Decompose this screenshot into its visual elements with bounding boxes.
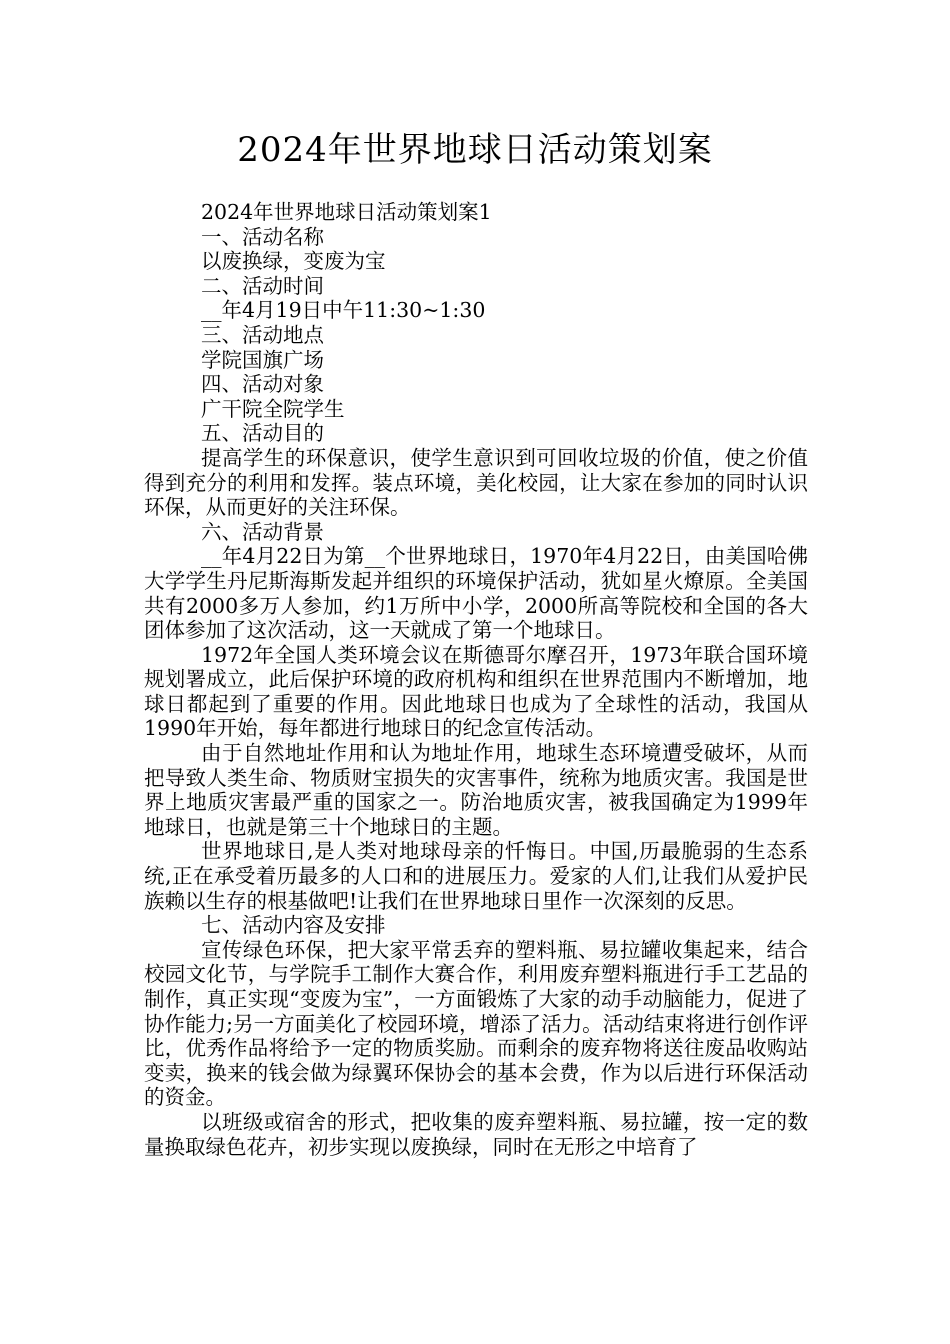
section-body-purpose: 提高学生的环保意识，使学生意识到可回收垃圾的价值，使之价值得到充分的利用和发挥。装点环境，美化校园，让大家在参加的同时认识环保，从而更好的关注环保。 <box>144 445 808 520</box>
background-paragraph-2: 1972年全国人类环境会议在斯德哥尔摩召开，1973年联合国环境规划署成立，此后保护环境的政府机构和组织在世界范围内不断增加，地球日都起到了重要的作用。因此地球日也成为了全球性的活动，我国从1990年开始，每年都进行地球日的纪念宣传活动。 <box>144 642 808 741</box>
section-heading-name: 一、活动名称 <box>201 224 324 249</box>
section-heading-location: 三、活动地点 <box>201 322 324 347</box>
content-paragraph-1: 宣传绿色环保，把大家平常丢弃的塑料瓶、易拉罐收集起来，结合校园文化节，与学院手工制作大赛合作，利用废弃塑料瓶进行手工艺品的制作，真正实现“变废为宝”，一方面锻炼了大家的动手动脑能力，促进了协作能力;另一方面美化了校园环境，增添了活力。活动结束将进行创作评比，优秀作品将给予一定的物质奖励。而剩余的废弃物将送往废品收购站变卖，换来的钱会做为绿翼环保协会的基本会费，作为以后进行环保活动的资金。 <box>144 937 808 1110</box>
content-paragraph-2: 以班级或宿舍的形式，把收集的废弃塑料瓶、易拉罐，按一定的数量换取绿色花卉，初步实现以废换绿，同时在无形之中培育了 <box>144 1109 808 1159</box>
background-paragraph-1: __年4月22日为第__个世界地球日，1970年4月22日，由美国哈佛大学学生丹尼斯海斯发起并组织的环境保护活动，犹如星火燎原。全美国共有2000多万人参加，约1万所中小学，2000所高等院校和全国的各大团体参加了这次活动，这一天就成了第一个地球日。 <box>144 544 808 643</box>
section-heading-audience: 四、活动对象 <box>201 372 324 397</box>
section-heading-time: 二、活动时间 <box>201 273 324 298</box>
section-heading-content: 七、活动内容及安排 <box>201 913 386 938</box>
section-body-location: 学院国旗广场 <box>201 347 324 372</box>
section-body-name: 以废换绿，变废为宝 <box>201 249 386 274</box>
document-subtitle: 2024年世界地球日活动策划案1 <box>201 200 492 224</box>
section-body-audience: 广干院全院学生 <box>201 396 345 421</box>
section-heading-purpose: 五、活动目的 <box>201 421 324 446</box>
document-title: 2024年世界地球日活动策划案 <box>237 130 713 170</box>
background-paragraph-3: 由于自然地址作用和认为地址作用，地球生态环境遭受破坏，从而把导致人类生命、物质财宝损失的灾害事件，统称为地质灾害。我国是世界上地质灾害最严重的国家之一。防治地质灾害，被我国确定为1999年地球日，也就是第三十个地球日的主题。 <box>144 741 808 839</box>
document-body <box>144 200 808 1159</box>
background-paragraph-4: 世界地球日,是人类对地球母亲的忏悔日。中国,历最脆弱的生态系统,正在承受着历最多的人口和的进展压力。爱家的人们,让我们从爱护民族赖以生存的根基做吧!让我们在世界地球日里作一次深刻的反思。 <box>144 839 808 913</box>
section-heading-background: 六、活动背景 <box>201 519 324 544</box>
section-body-time: __年4月19日中午11:30~1:30 <box>201 298 486 323</box>
